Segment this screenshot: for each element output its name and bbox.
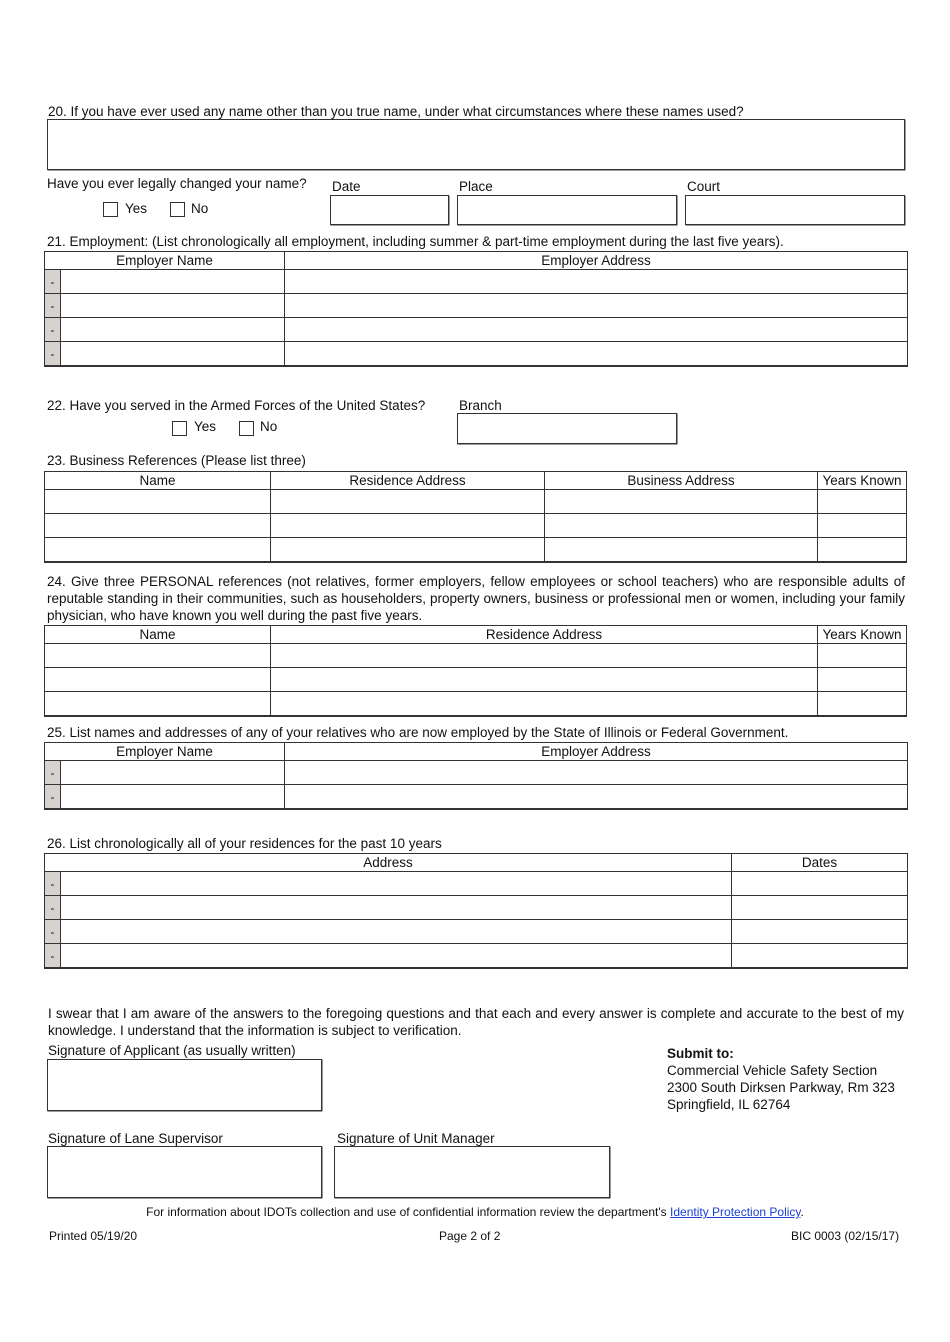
armed-forces-yes-label: Yes (194, 419, 217, 434)
unit-manager-signature-field[interactable] (334, 1146, 610, 1198)
remove-row-button[interactable]: - (45, 761, 61, 785)
q24-question: 24. Give three PERSONAL references (not relatives, former employers, fellow employees or school teachers) who are responsible adults of reputable standing in their communities, such as householders, property owners, business or professional men or women, including your family physician, who have known you well during the past five years. (47, 574, 905, 623)
dates-input[interactable] (732, 872, 908, 896)
q21-question: 21. Employment: (List chronologically all employment, including summer & part-time employment during the last five years). (47, 234, 784, 249)
employer-address-header: Employer Address (285, 743, 908, 761)
remove-row-button[interactable]: - (45, 294, 61, 318)
reference-name-input[interactable] (45, 514, 271, 538)
q26-question: 26. List chronologically all of your residences for the past 10 years (47, 836, 442, 851)
dates-input[interactable] (732, 896, 908, 920)
residence-address-input[interactable] (271, 644, 818, 668)
employer-address-input[interactable] (285, 785, 908, 810)
unit-manager-signature-label: Signature of Unit Manager (337, 1131, 495, 1146)
q20-question: 20. If you have ever used any name other than you true name, under what circumstances where these names used? (48, 104, 744, 119)
residence-address-input[interactable] (271, 490, 545, 514)
dates-input[interactable] (732, 944, 908, 969)
employer-address-input[interactable] (285, 761, 908, 785)
residence-address-header: Residence Address (271, 626, 818, 644)
address-header: Address (45, 854, 732, 872)
employer-name-input[interactable] (61, 318, 285, 342)
years-known-input[interactable] (818, 514, 907, 538)
court-input[interactable] (685, 195, 905, 225)
table-row (45, 294, 908, 318)
years-known-input[interactable] (818, 538, 907, 563)
applicant-signature-field[interactable] (47, 1059, 322, 1111)
personal-references-table (44, 625, 907, 717)
years-known-input[interactable] (818, 668, 907, 692)
page-number: Page 2 of 2 (439, 1229, 501, 1243)
employer-address-input[interactable] (285, 294, 908, 318)
residence-address-header: Residence Address (271, 472, 545, 490)
remove-row-button[interactable]: - (45, 785, 61, 810)
armed-forces-no-checkbox[interactable] (239, 421, 254, 436)
lane-supervisor-signature-label: Signature of Lane Supervisor (48, 1131, 223, 1146)
table-row (45, 785, 908, 810)
name-change-yes-checkbox[interactable] (103, 202, 118, 217)
address-input[interactable] (61, 920, 732, 944)
place-label: Place (459, 179, 493, 194)
table-row (45, 668, 907, 692)
q23-question: 23. Business References (Please list three) (47, 453, 306, 468)
place-input[interactable] (457, 195, 677, 225)
armed-forces-yes-checkbox[interactable] (172, 421, 187, 436)
dates-input[interactable] (732, 920, 908, 944)
residences-table (44, 853, 908, 969)
submit-line-2: 2300 South Dirksen Parkway, Rm 323 (667, 1080, 895, 1095)
table-row (45, 896, 908, 920)
reference-name-input[interactable] (45, 538, 271, 563)
remove-row-button[interactable]: - (45, 872, 61, 896)
privacy-notice-text: For information about IDOTs collection and use of confidential information review the department's (146, 1205, 671, 1219)
court-label: Court (687, 179, 721, 194)
name-header: Name (45, 472, 271, 490)
residence-address-input[interactable] (271, 668, 818, 692)
name-change-yes-label: Yes (125, 201, 148, 216)
employer-address-input[interactable] (285, 342, 908, 367)
q25-question: 25. List names and addresses of any of your relatives who are now employed by the State of Illinois or Federal Government. (47, 725, 789, 740)
remove-row-button[interactable]: - (45, 342, 61, 367)
employer-address-header: Employer Address (285, 252, 908, 270)
employer-name-input[interactable] (61, 270, 285, 294)
reference-name-input[interactable] (45, 490, 271, 514)
oath-statement: I swear that I am aware of the answers to the foregoing questions and that each and every answer is complete and accurate to the best of my knowledge. I understand that the information is subject to verification. (48, 1006, 904, 1038)
residence-address-input[interactable] (271, 538, 545, 563)
privacy-notice (0, 1205, 950, 1219)
business-address-input[interactable] (545, 490, 818, 514)
table-row (45, 342, 908, 367)
date-input[interactable] (330, 195, 449, 225)
remove-row-button[interactable]: - (45, 920, 61, 944)
q22-question: 22. Have you served in the Armed Forces of the United States? (47, 398, 426, 413)
years-known-header: Years Known (818, 626, 907, 644)
employer-address-input[interactable] (285, 270, 908, 294)
table-row (45, 270, 908, 294)
lane-supervisor-signature-field[interactable] (47, 1146, 322, 1198)
employer-name-input[interactable] (61, 785, 285, 810)
name-change-no-label: No (191, 201, 209, 216)
business-address-input[interactable] (545, 514, 818, 538)
armed-forces-no-label: No (260, 419, 278, 434)
submit-heading: Submit to: (667, 1046, 734, 1061)
years-known-input[interactable] (818, 490, 907, 514)
business-references-table (44, 471, 907, 563)
remove-row-button[interactable]: - (45, 896, 61, 920)
dates-header: Dates (732, 854, 908, 872)
relatives-table (44, 742, 908, 810)
printed-date: Printed 05/19/20 (49, 1229, 138, 1243)
table-row (45, 692, 907, 717)
reference-name-input[interactable] (45, 692, 271, 717)
branch-label: Branch (459, 398, 502, 413)
employer-name-header: Employer Name (45, 743, 285, 761)
table-row (45, 644, 907, 668)
employer-name-input[interactable] (61, 294, 285, 318)
table-row (45, 761, 908, 785)
address-input[interactable] (61, 896, 732, 920)
business-address-input[interactable] (545, 538, 818, 563)
table-row (45, 538, 907, 563)
branch-input[interactable] (457, 413, 677, 444)
years-known-input[interactable] (818, 692, 907, 717)
identity-protection-policy-link[interactable]: Identity Protection Policy (670, 1205, 801, 1219)
other-names-input[interactable] (47, 119, 905, 170)
privacy-notice-end: . (800, 1205, 804, 1219)
date-label: Date (332, 179, 361, 194)
address-input[interactable] (61, 944, 732, 969)
employer-name-header: Employer Name (45, 252, 285, 270)
table-row (45, 490, 907, 514)
table-row (45, 944, 908, 969)
employer-name-input[interactable] (61, 761, 285, 785)
remove-row-button[interactable]: - (45, 318, 61, 342)
reference-name-input[interactable] (45, 644, 271, 668)
employer-name-input[interactable] (61, 342, 285, 367)
years-known-header: Years Known (818, 472, 907, 490)
name-header: Name (45, 626, 271, 644)
reference-name-input[interactable] (45, 668, 271, 692)
name-change-no-checkbox[interactable] (170, 202, 185, 217)
form-id: BIC 0003 (02/15/17) (791, 1229, 900, 1243)
residence-address-input[interactable] (271, 514, 545, 538)
applicant-signature-label: Signature of Applicant (as usually written) (48, 1043, 296, 1058)
address-input[interactable] (61, 872, 732, 896)
remove-row-button[interactable]: - (45, 944, 61, 969)
table-row (45, 872, 908, 896)
residence-address-input[interactable] (271, 692, 818, 717)
submit-line-1: Commercial Vehicle Safety Section (667, 1063, 878, 1078)
remove-row-button[interactable]: - (45, 270, 61, 294)
years-known-input[interactable] (818, 644, 907, 668)
employment-table (44, 251, 908, 367)
table-row (45, 514, 907, 538)
business-address-header: Business Address (545, 472, 818, 490)
name-change-question: Have you ever legally changed your name? (47, 176, 307, 191)
employer-address-input[interactable] (285, 318, 908, 342)
submit-line-3: Springfield, IL 62764 (667, 1097, 791, 1112)
table-row (45, 318, 908, 342)
table-row (45, 920, 908, 944)
